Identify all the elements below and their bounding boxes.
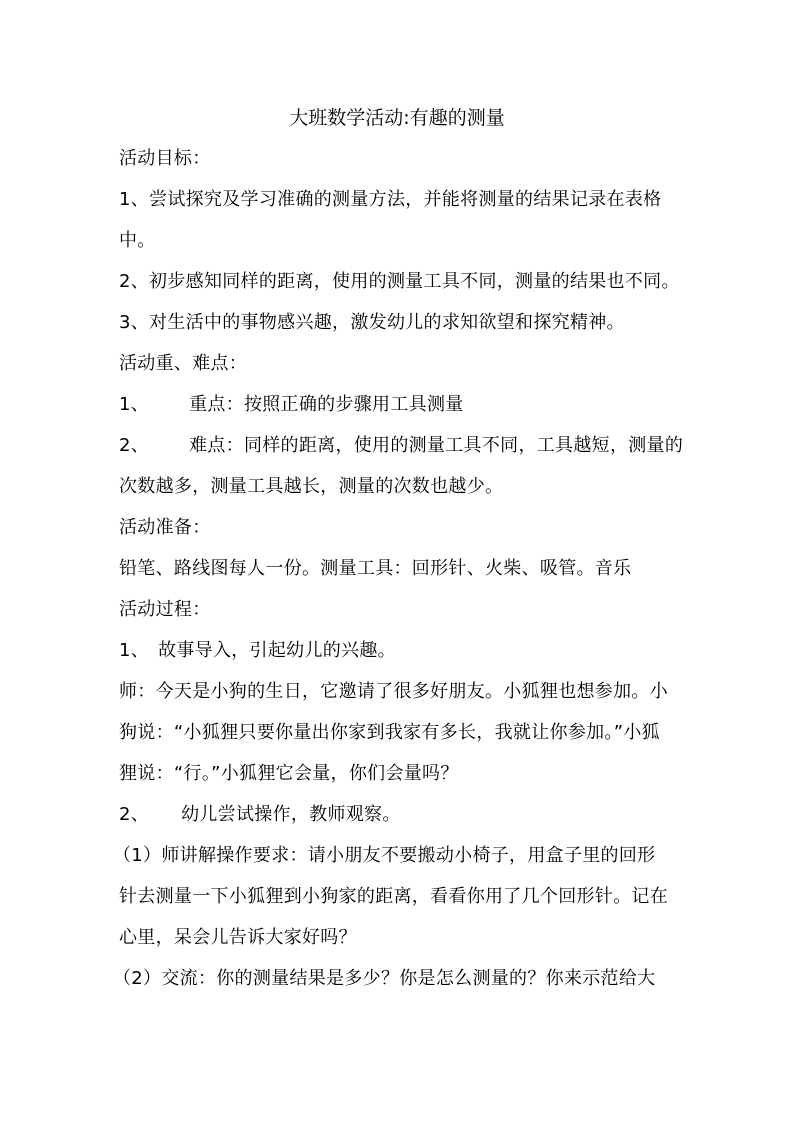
story-paragraph-line-1: 师：今天是小狗的生日，它邀请了很多好朋友。小狐狸也想参加。小 [119, 681, 668, 702]
item-text: 难点：同样的距离，使用的测量工具不同，工具越短，测量的 [189, 435, 684, 456]
item-number: 1、 [119, 640, 150, 661]
key-point-item-2 [119, 431, 684, 472]
item-text: 重点：按照正确的步骤用工具测量 [189, 394, 464, 415]
substep-1-line-2: 针去测量一下小狐狸到小狗家的距离，看看你用了几个回形针。记在 [119, 886, 668, 907]
substep-1-line-3: 心里，呆会儿告诉大家好吗？ [119, 927, 357, 948]
story-paragraph-line-2: 狗说：“小狐狸只要你量出你家到我家有多长，我就让你参加。”小狐 [119, 722, 660, 743]
goal-item-2: 2、初步感知同样的距离，使用的测量工具不同，测量的结果也不同。 [119, 271, 680, 292]
item-text: 幼儿尝试操作，教师观察。 [181, 804, 401, 825]
document-body [113, 144, 684, 1005]
process-step-2 [119, 800, 679, 841]
item-number: 1、 [119, 394, 150, 415]
page-title: 大班数学活动:有趣的测量 [289, 107, 505, 129]
section-heading-process: 活动过程： [119, 599, 211, 620]
section-heading-preparation: 活动准备： [119, 517, 211, 538]
substep-1-line-1: （1）师讲解操作要求：请小朋友不要搬动小椅子，用盒子里的回形 [113, 845, 656, 866]
item-text: 故事导入，引起幼儿的兴趣。 [158, 640, 396, 661]
substep-2-line-1: （2）交流：你的测量结果是多少？你是怎么测量的？你来示范给大 [113, 968, 656, 989]
key-point-item-1 [119, 390, 679, 431]
preparation-text: 铅笔、路线图每人一份。测量工具：回形针、火柴、吸管。音乐 [119, 558, 632, 579]
goal-item-3: 3、对生活中的事物感兴趣，激发幼儿的求知欲望和探究精神。 [119, 312, 625, 333]
goal-item-1: 1、尝试探究及学习准确的测量方法，并能将测量的结果记录在表格 [119, 189, 662, 210]
item-number: 2、 [119, 804, 150, 825]
process-step-1 [119, 636, 679, 677]
section-heading-key-points: 活动重、难点： [119, 353, 248, 374]
goal-item-1-continued: 中。 [119, 230, 156, 251]
key-point-item-2-continued: 次数越多，测量工具越长，测量的次数也越少。 [119, 476, 504, 497]
section-heading-goals: 活动目标： [119, 148, 211, 169]
item-number: 2、 [119, 435, 150, 456]
story-paragraph-line-3: 狸说：“行。”小狐狸它会量，你们会量吗？ [119, 763, 459, 784]
